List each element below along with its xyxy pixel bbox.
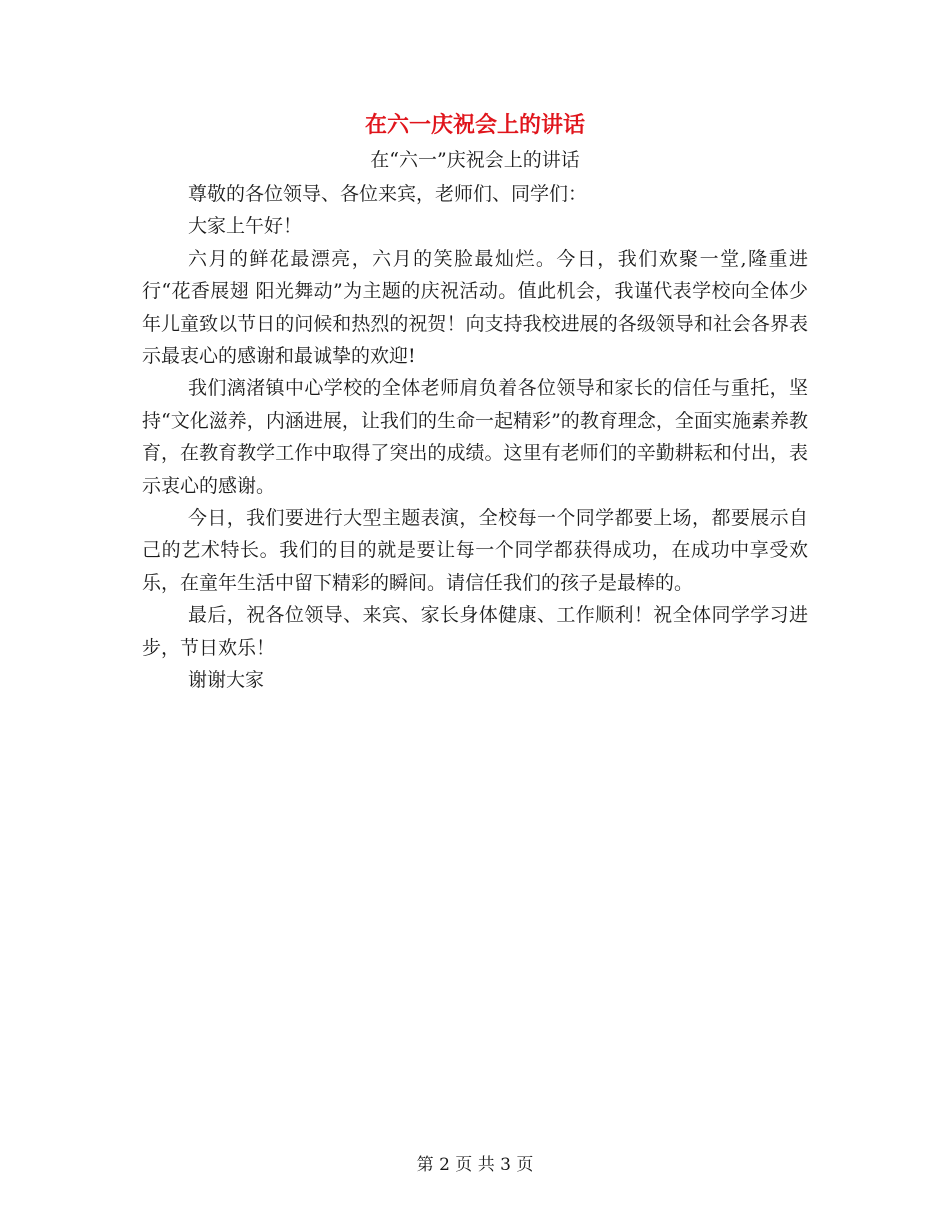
- opening-paragraph: 六月的鲜花最漂亮，六月的笑脸最灿烂。今日，我们欢聚一堂,隆重进行“花香展翅 阳光舞动”为主题的庆祝活动。值此机会，我谨代表学校向全体少年儿童致以节日的问候和热烈的祝贺！向支持我校进展的各级领导和社会各界表示最衷心的感谢和最诚挚的欢迎!: [142, 247, 808, 368]
- page-number-footer: 第 2 页 共 3 页: [416, 1155, 534, 1175]
- performance-paragraph: 今日，我们要进行大型主题表演，全校每一个同学都要上场，都要展示自己的艺术特长。我们的目的就是要让每一个同学都获得成功，在成功中享受欢乐，在童年生活中留下精彩的瞬间。请信任我们的孩子是最棒的。: [142, 507, 808, 594]
- document-title: 在六一庆祝会上的讲话: [364, 112, 585, 138]
- greeting-paragraph: 大家上午好！: [188, 215, 303, 238]
- closing-paragraph: 最后，祝各位领导、来宾、家长身体健康、工作顺利！祝全体同学学习进步，节日欢乐！: [142, 604, 808, 659]
- document-subtitle: 在“六一”庆祝会上的讲话: [370, 149, 580, 171]
- thanks-paragraph: 谢谢大家: [188, 669, 265, 692]
- salutation-paragraph: 尊敬的各位领导、各位来宾，老师们、同学们：: [188, 183, 588, 205]
- school-paragraph: 我们漓渚镇中心学校的全体老师肩负着各位领导和家长的信任与重托，坚持“文化滋养，内涵进展，让我们的生命一起精彩”的教育理念，全面实施素养教育，在教育教学工作中取得了突出的成绩。这里有老师们的辛勤耕耘和付出，表示衷心的感谢。: [142, 377, 808, 497]
- speech-body: [142, 178, 808, 697]
